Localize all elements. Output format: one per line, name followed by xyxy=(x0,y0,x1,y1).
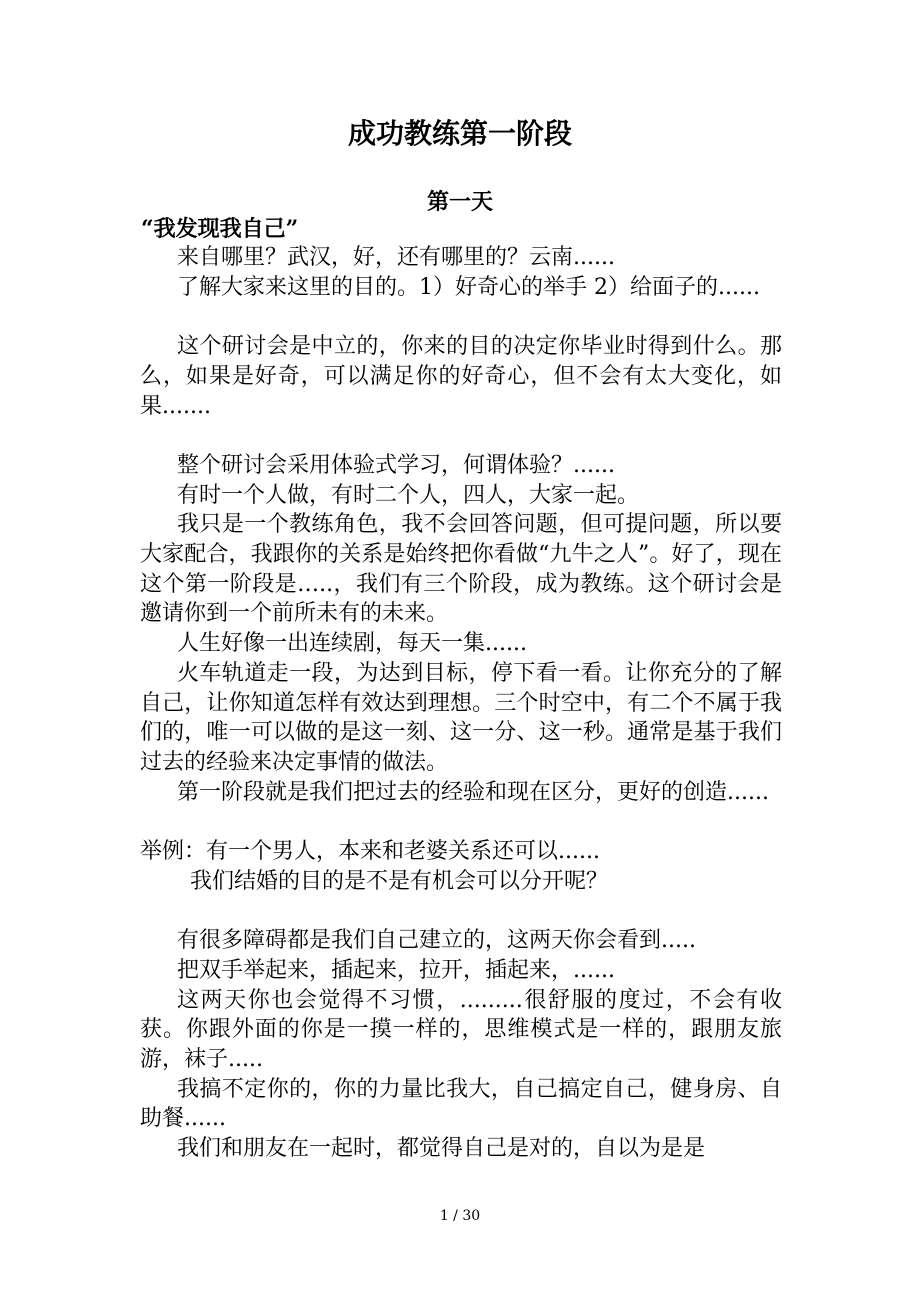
document-body xyxy=(140,243,782,1164)
blank-line xyxy=(140,807,782,837)
paragraph: 这两天你也会觉得不习惯，.........很舒服的度过，不会有收获。你跟外面的你是一摸一样的，思维模式是一样的，跟朋友旅游，袜子..... xyxy=(140,987,782,1072)
blank-line xyxy=(140,302,782,332)
paragraph: 举例：有一个男人，本来和老婆关系还可以...... xyxy=(140,839,600,865)
blank-line xyxy=(140,896,782,926)
day-heading: 第一天 xyxy=(426,189,493,215)
paragraph: 这个研讨会是中立的，你来的目的决定你毕业时得到什么。那么，如果是好奇，可以满足你的好奇心，但不会有太大变化，如果....... xyxy=(140,334,782,419)
paragraph: 人生好像一出连续剧，每天一集...... xyxy=(177,631,527,657)
paragraph: 了解大家来这里的目的。1）好奇心的举手 2）给面子的...... xyxy=(177,274,760,300)
paragraph: 整个研讨会采用体验式学习，何谓体验？...... xyxy=(177,452,615,478)
paragraph: 来自哪里？武汉，好，还有哪里的？云南...... xyxy=(177,245,615,270)
paragraph: 火车轨道走一段，为达到目标，停下看一看。让你充分的了解自己，让你知道怎样有效达到理想。三个时空中，有二个不属于我们的，唯一可以做的是这一刻、这一分、这一秒。通常是基于我们过去的经验来决定事情的做法。 xyxy=(140,660,782,775)
blank-line xyxy=(140,421,782,451)
section-heading: “我发现我自己” xyxy=(141,216,299,242)
page-number: 1 / 30 xyxy=(439,1208,481,1224)
paragraph: 我们结婚的目的是不是有机会可以分开呢？ xyxy=(190,868,609,894)
paragraph: 我们和朋友在一起时，都觉得自己是对的，自以为是是 xyxy=(177,1136,706,1162)
paragraph: 我搞不定你的，你的力量比我大，自己搞定自己，健身房、自助餐...... xyxy=(140,1076,782,1132)
paragraph: 有很多障碍都是我们自己建立的，这两天你会看到..... xyxy=(177,928,696,954)
paragraph: 有时一个人做，有时二个人，四人，大家一起。 xyxy=(177,482,640,508)
paragraph: 把双手举起来，插起来，拉开，插起来，...... xyxy=(177,957,615,983)
document-title: 成功教练第一阶段 xyxy=(347,117,572,150)
paragraph: 第一阶段就是我们把过去的经验和现在区分，更好的创造...... xyxy=(177,779,769,805)
paragraph: 我只是一个教练角色，我不会回答问题，但可提问题，所以要大家配合，我跟你的关系是始终把你看做“九牛之人”。好了，现在这个第一阶段是…..，我们有三个阶段，成为教练。这个研讨会是邀请你到一个前所未有的未来。 xyxy=(140,512,782,627)
